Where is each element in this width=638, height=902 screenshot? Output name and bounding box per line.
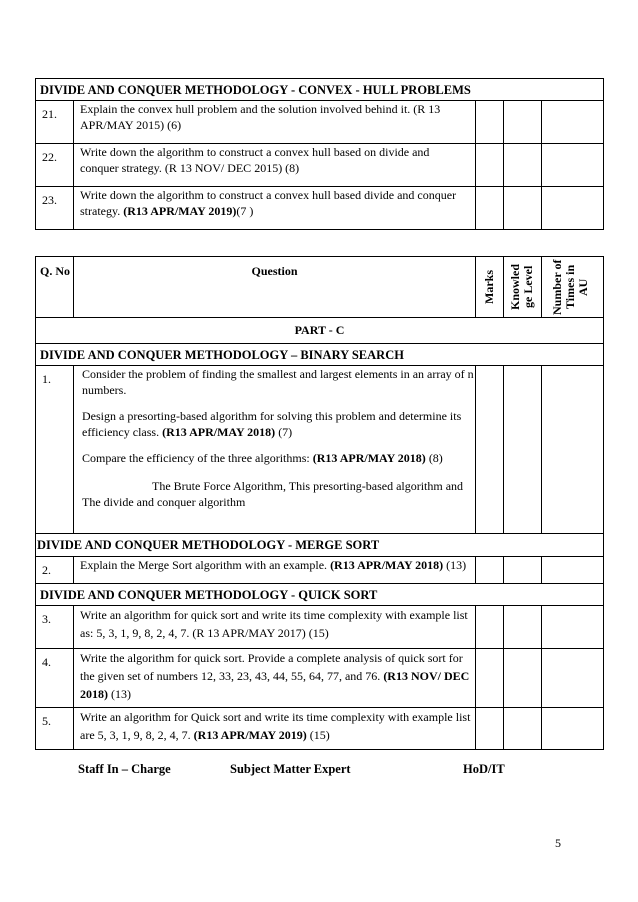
question-paragraph <box>82 450 475 466</box>
exam-reference: (R13 APR/MAY 2019) <box>123 204 237 218</box>
marks-cell <box>476 557 504 584</box>
knowledge-cell <box>504 708 542 750</box>
times-header-cell <box>542 257 604 318</box>
question-text <box>74 557 476 584</box>
question-number: 5. <box>36 708 74 750</box>
question-text-plain: Write down the algorithm to construct a convex hull based divide and conquer strategy. <box>80 188 457 218</box>
hod-signature-label: HoD/IT <box>463 762 505 776</box>
marks-cell <box>476 144 504 187</box>
question-number: 1. <box>36 366 74 534</box>
table-row <box>36 101 604 144</box>
times-cell <box>542 187 604 230</box>
times-cell <box>542 144 604 187</box>
table-row <box>36 557 604 584</box>
knowledge-cell <box>504 144 542 187</box>
question-paragraph: The divide and conquer algorithm <box>82 495 246 509</box>
marks-cell <box>476 366 504 534</box>
knowledge-cell <box>504 649 542 708</box>
marks-cell <box>476 708 504 750</box>
knowledge-header: Knowled ge Level <box>507 264 535 311</box>
qno-header: Q. No <box>36 257 74 318</box>
sme-signature-label: Subject Matter Expert <box>230 762 351 776</box>
section-heading: DIVIDE AND CONQUER METHODOLOGY - MERGE SORT <box>36 534 604 557</box>
question-text-plain: Design a presorting-based algorithm for solving this problem and determine its efficiency class. <box>82 409 462 439</box>
part-c-table <box>35 256 604 750</box>
question-text-plain: Write an algorithm for Quick sort and write its time complexity with example list are 5, 3, 1, 9, 8, 2, 4, 7. <box>80 710 471 742</box>
question-text <box>74 708 476 750</box>
marks-cell <box>476 101 504 144</box>
marks-cell <box>476 649 504 708</box>
question-paragraph: The Brute Force Algorithm, This presorting-based algorithm and <box>152 479 464 493</box>
times-cell <box>542 606 604 649</box>
knowledge-cell <box>504 606 542 649</box>
question-number: 23. <box>36 187 74 230</box>
marks-cell <box>476 606 504 649</box>
knowledge-cell <box>504 101 542 144</box>
question-number: 4. <box>36 649 74 708</box>
section-heading: DIVIDE AND CONQUER METHODOLOGY - CONVEX - HULL PROBLEMS <box>36 79 604 101</box>
exam-reference: (R13 APR/MAY 2018) <box>312 451 426 465</box>
question-text <box>74 366 476 534</box>
marks-value: (13) <box>443 558 467 572</box>
knowledge-cell <box>504 366 542 534</box>
question-paragraph: Consider the problem of finding the smallest and largest elements in an array of n numbers. <box>82 367 474 397</box>
question-text <box>74 187 476 230</box>
part-heading: PART - C <box>36 318 604 344</box>
table-row <box>36 649 604 708</box>
question-paragraph <box>82 408 475 440</box>
table-row <box>36 366 604 534</box>
staff-signature-label: Staff In – Charge <box>78 762 171 776</box>
exam-reference: (R13 APR/MAY 2019) <box>193 728 307 742</box>
question-text: Write down the algorithm to construct a convex hull based on divide and conquer strategy. (R 13 NOV/ DEC 2015) (8) <box>74 144 476 187</box>
question-header: Question <box>74 257 476 318</box>
table-row <box>36 708 604 750</box>
knowledge-cell <box>504 557 542 584</box>
question-text-plain: Explain the Merge Sort algorithm with an example. <box>80 558 331 572</box>
section-heading: DIVIDE AND CONQUER METHODOLOGY – BINARY SEARCH <box>36 344 604 366</box>
header-row <box>36 257 604 318</box>
question-number: 2. <box>36 557 74 584</box>
question-number: 3. <box>36 606 74 649</box>
marks-value: (15) <box>306 728 330 742</box>
times-cell <box>542 649 604 708</box>
knowledge-header-cell <box>504 257 542 318</box>
times-cell <box>542 366 604 534</box>
convex-hull-table <box>35 78 604 230</box>
times-cell <box>542 101 604 144</box>
question-text-plain: Write the algorithm for quick sort. Provide a complete analysis of quick sort for the given set of numbers 12, 33, 23, 43, 44, 55, 64, 77, and 76. <box>80 651 463 683</box>
marks-header: Marks <box>482 270 496 304</box>
times-cell <box>542 557 604 584</box>
question-number: 21. <box>36 101 74 144</box>
exam-reference: (R13 APR/MAY 2018) <box>330 558 444 572</box>
question-text: Write an algorithm for quick sort and write its time complexity with example list as: 5, 3, 1, 9, 8, 2, 4, 7. (R 13 APR/MAY 2017) (15) <box>74 606 476 649</box>
question-text: Explain the convex hull problem and the solution involved behind it. (R 13 APR/MAY 2015) (6) <box>74 101 476 144</box>
page-number: 5 <box>555 836 561 850</box>
marks-value: (13) <box>108 687 131 701</box>
knowledge-cell <box>504 187 542 230</box>
times-header: Number of Times in AU <box>549 259 590 315</box>
marks-value: (8) <box>425 451 443 465</box>
marks-header-cell <box>476 257 504 318</box>
question-text <box>74 649 476 708</box>
table-row <box>36 144 604 187</box>
table-row <box>36 187 604 230</box>
section-heading: DIVIDE AND CONQUER METHODOLOGY - QUICK SORT <box>36 584 604 606</box>
exam-reference: (R13 NOV/ DEC 2018) <box>80 669 470 701</box>
marks-value: (7) <box>275 425 293 439</box>
table-row <box>36 606 604 649</box>
exam-reference: (R13 APR/MAY 2018) <box>162 425 276 439</box>
question-number: 22. <box>36 144 74 187</box>
marks-cell <box>476 187 504 230</box>
question-text-plain: Compare the efficiency of the three algorithms: <box>82 451 313 465</box>
times-cell <box>542 708 604 750</box>
marks-value: (7 ) <box>236 204 254 218</box>
